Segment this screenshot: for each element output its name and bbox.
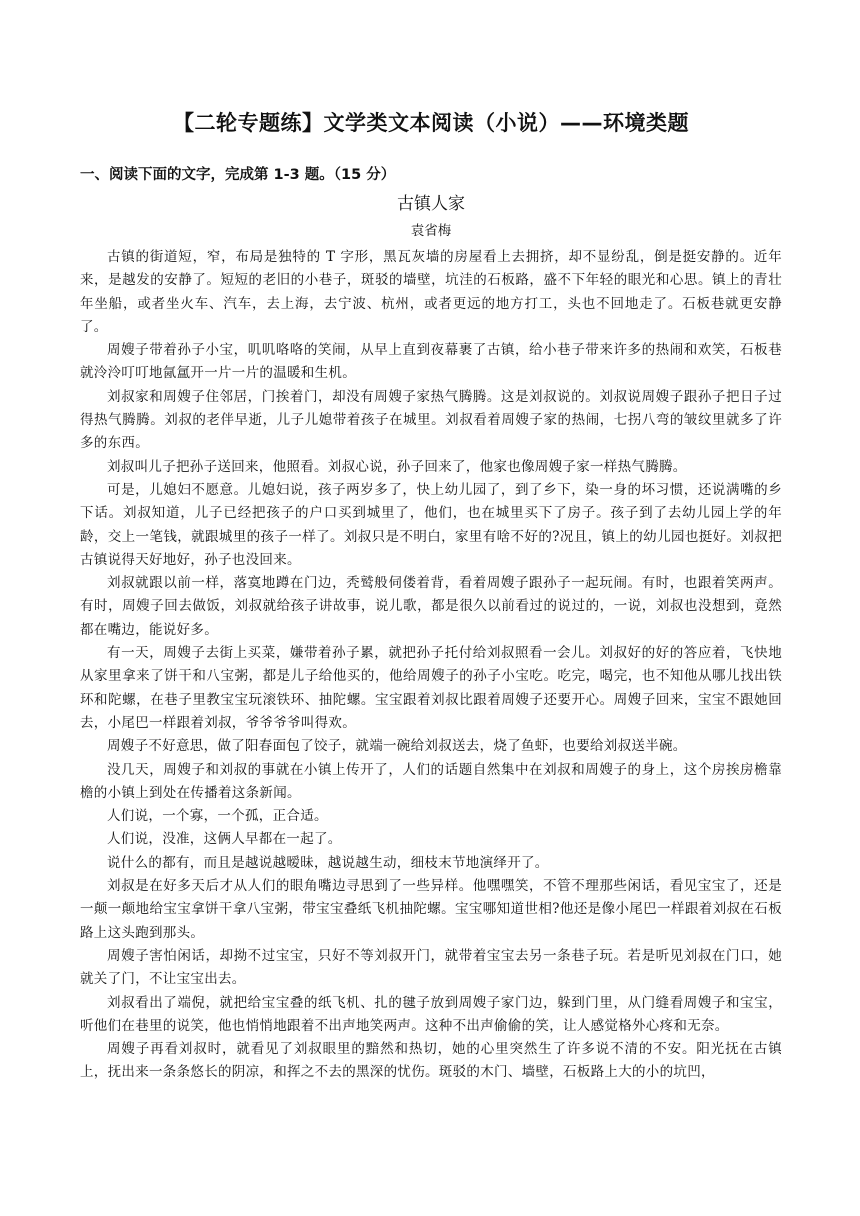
paragraph: 刘叔看出了端倪，就把给宝宝叠的纸飞机、扎的毽子放到周嫂子家门边，躲到门里，从门缝看周嫂子和宝宝，听他们在巷里的说笑，他也悄悄地跟着不出声地笑两声。这种不出声偷偷的笑，让人感觉格外心疼和无奈。 — [80, 994, 782, 1034]
paragraph: 说什么的都有，而且是越说越暧昧，越说越生动，细枝末节地演绎开了。 — [107, 854, 549, 871]
paragraph: 刘叔是在好多天后才从人们的眼角嘴边寻思到了一些异样。他嘿嘿笑，不管不理那些闲话，看见宝宝了，还是一颠一颠地给宝宝拿饼干拿八宝粥，带宝宝叠纸飞机抽陀螺。宝宝哪知道世相?他还是像小尾巴一样跟着刘叔在石板路上这头跑到那头。 — [80, 878, 782, 941]
paragraph: 古镇的街道短，窄，布局是独特的 T 字形，黑瓦灰墙的房屋看上去拥挤，却不显纷乱，倒是挺安静的。近年来，是越发的安静了。短短的老旧的小巷子，斑驳的墙壁，坑洼的石板路，盛不下年轻的眼光和心思。镇上的青壮年坐船，或者坐火车、汽车，去上海，去宁波、杭州，或者更远的地方打工，头也不回地走了。石板巷就更安静了。 — [80, 249, 782, 335]
section-heading: 一、阅读下面的文字，完成第 1-3 题。（15 分） — [80, 167, 396, 183]
paragraph: 人们说，没准，这俩人早都在一起了。 — [107, 831, 342, 848]
paragraph: 刘叔叫儿子把孙子送回来，他照看。刘叔心说，孙子回来了，他家也像周嫂子家一样热气腾腾。 — [107, 458, 687, 475]
paragraph: 周嫂子害怕闲话，却拗不过宝宝，只好不等刘叔开门，就带着宝宝去另一条巷子玩。若是听见刘叔在门口，她就关了门，不让宝宝出去。 — [80, 947, 782, 988]
paragraph: 周嫂子不好意思，做了阳春面包了饺子，就端一碗给刘叔送去，烧了鱼虾，也要给刘叔送半碗。 — [107, 738, 687, 755]
paragraph: 周嫂子再看刘叔时，就看见了刘叔眼里的黯然和热切，她的心里突然生了许多说不清的不安。阳光抚在古镇上，抚出来一条条悠长的阴凉，和挥之不去的黑深的忧伤。斑驳的木门、墙壁，石板路上大的小的坑凹， — [80, 1041, 782, 1081]
story-body — [80, 246, 782, 1085]
paragraph: 有一天，周嫂子去街上买菜，嫌带着孙子累，就把孙子托付给刘叔照看一会儿。刘叔好的好的答应着，飞快地从家里拿来了饼干和八宝粥，都是儿子给他买的，他给周嫂子的孙子小宝吃。吃完，喝完，也不知他从哪儿找出铁环和陀螺，在巷子里教宝宝玩滚铁环、抽陀螺。宝宝跟着刘叔比跟着周嫂子还要开心。周嫂子回来，宝宝不跟她回去，小尾巴一样跟着刘叔，爷爷爷爷叫得欢。 — [80, 645, 782, 731]
paragraph: 没几天，周嫂子和刘叔的事就在小镇上传开了，人们的话题自然集中在刘叔和周嫂子的身上，这个房挨房檐靠檐的小镇上到处在传播着这条新闻。 — [80, 761, 782, 801]
paragraph: 刘叔家和周嫂子住邻居，门挨着门，却没有周嫂子家热气腾腾。这是刘叔说的。刘叔说周嫂子跟孙子把日子过得热气腾腾。刘叔的老伴早逝，儿子儿媳带着孩子在城里。刘叔看着周嫂子家的热闹，七拐八弯的皱纹里就多了许多的东西。 — [80, 388, 782, 452]
paragraph: 人们说，一个寡，一个孤，正合适。 — [107, 808, 328, 825]
document-title: 【二轮专题练】文学类文本阅读（小说）——环境类题 — [173, 111, 689, 135]
paragraph: 周嫂子带着孙子小宝，叽叽咯咯的笑闹，从早上直到夜幕裹了古镇，给小巷子带来许多的热闹和欢笑，石板巷就泠泠叮叮地氤氲开一片一片的温暖和生机。 — [80, 342, 782, 382]
paragraph: 可是，儿媳妇不愿意。儿媳妇说，孩子两岁多了，快上幼儿园了，到了乡下，染一身的坏习惯，还说满嘴的乡下话。刘叔知道，儿子已经把孩子的户口买到城里了，他们，也在城里买下了房子。孩子到了去幼儿园上学的年龄，交上一笔钱，就跟城里的孩子一样了。刘叔只是不明白，家里有啥不好的?况且，镇上的幼儿园也挺好。刘叔把古镇说得天好地好，孙子也没回来。 — [80, 481, 782, 568]
story-author: 袁省梅 — [410, 223, 452, 239]
story-title: 古镇人家 — [397, 194, 465, 214]
paragraph: 刘叔就跟以前一样，落寞地蹲在门边，秃鹫般伺偻着背，看着周嫂子跟孙子一起玩闹。有时，也跟着笑两声。有时，周嫂子回去做饭，刘叔就给孩子讲故事，说儿歌，都是很久以前看过的说过的，一说，刘叔也没想到，竟然都在嘴边，能说好多。 — [80, 575, 782, 638]
